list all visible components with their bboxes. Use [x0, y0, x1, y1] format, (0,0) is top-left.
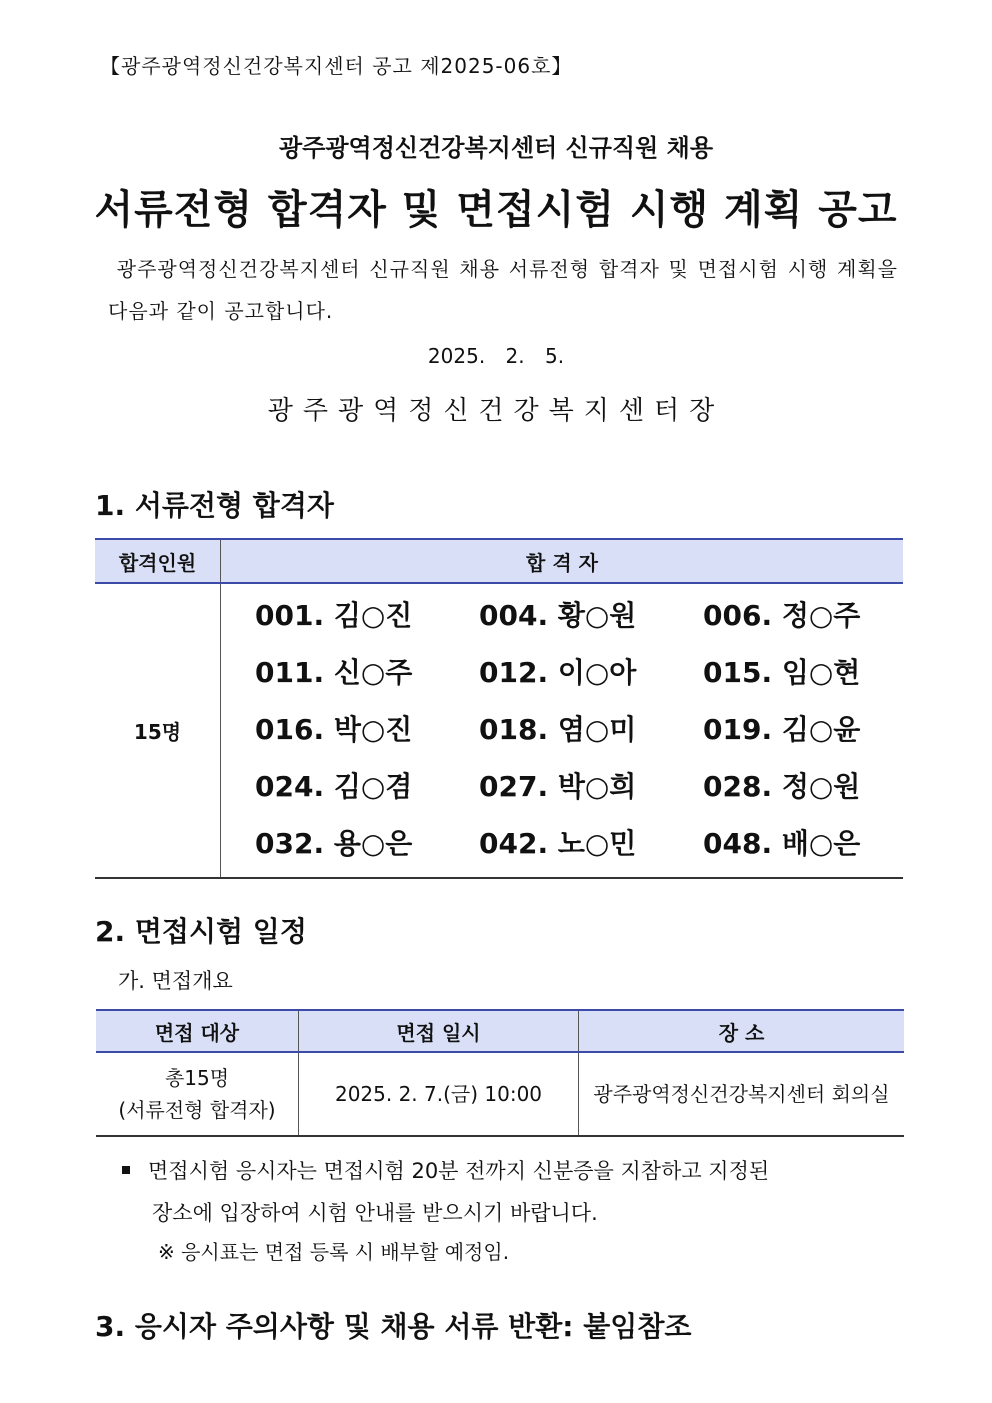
interview-place: 광주광역정신건강복지센터 회의실 [579, 1052, 905, 1136]
passer-item: 015. 임○현 [703, 656, 861, 689]
notice-date: 2025. 2. 5. [427, 344, 565, 368]
section1-heading: 1. 서류전형 합격자 [95, 489, 334, 522]
notice-number: 【광주광역정신건강복지센터 공고 제2025-06호】 [100, 54, 573, 78]
header-passers: 합 격 자 [221, 539, 904, 583]
passer-item: 016. 박○진 [255, 713, 413, 746]
interview-target [96, 1052, 299, 1136]
interview-instructions [122, 1150, 892, 1234]
instruction-line2: 장소에 입장하여 시험 안내를 받으시기 바랍니다. [152, 1201, 598, 1225]
passer-item: 027. 박○희 [479, 770, 637, 803]
passer-item: 048. 배○은 [703, 827, 861, 860]
passer-item: 042. 노○민 [479, 827, 637, 860]
document-subtitle: 광주광역정신건강복지센터 신규직원 채용 [278, 134, 714, 162]
passer-item: 006. 정○주 [703, 599, 861, 632]
passers-table [95, 538, 903, 879]
passer-item: 024. 김○겸 [255, 770, 413, 803]
target-line1: 총15명 [164, 1066, 230, 1090]
header-count: 합격인원 [95, 539, 221, 583]
passer-item: 028. 정○원 [703, 770, 861, 803]
passer-item: 018. 염○미 [479, 713, 637, 746]
passer-item: 012. 이○아 [479, 656, 637, 689]
admission-ticket-note: ※ 응시표는 면접 등록 시 배부할 예정임. [158, 1240, 510, 1264]
square-bullet-icon [122, 1166, 130, 1174]
header-datetime: 면접 일시 [299, 1010, 579, 1052]
passer-item: 004. 황○원 [479, 599, 637, 632]
issuer: 광주광역정신건강복지센터장 [267, 396, 725, 426]
passer-list-cell [221, 583, 904, 878]
section2-subheading: 가. 면접개요 [118, 969, 233, 993]
section2-heading: 2. 면접시험 일정 [95, 915, 307, 948]
passer-item: 032. 용○은 [255, 827, 413, 860]
header-place: 장 소 [579, 1010, 905, 1052]
intro-text: 광주광역정신건강복지센터 신규직원 채용 서류전형 합격자 및 면접시험 시행 계획을 다음과 같이 공고합니다. [108, 257, 899, 323]
interview-datetime: 2025. 2. 7.(금) 10:00 [299, 1052, 579, 1136]
document-title: 서류전형 합격자 및 면접시험 시행 계획 공고 [94, 187, 898, 233]
passer-list [221, 584, 903, 877]
passer-item: 019. 김○윤 [703, 713, 861, 746]
passer-item: 001. 김○진 [255, 599, 413, 632]
passer-item: 011. 신○주 [255, 656, 413, 689]
section3-heading: 3. 응시자 주의사항 및 채용 서류 반환: 붙임참조 [95, 1310, 692, 1343]
intro-paragraph [108, 248, 898, 332]
target-line2: (서류전형 합격자) [118, 1098, 276, 1122]
header-target: 면접 대상 [96, 1010, 299, 1052]
interview-table [96, 1009, 904, 1137]
instruction-line1: 면접시험 응시자는 면접시험 20분 전까지 신분증을 지참하고 지정된 [148, 1159, 770, 1183]
passer-count: 15명 [95, 583, 221, 878]
